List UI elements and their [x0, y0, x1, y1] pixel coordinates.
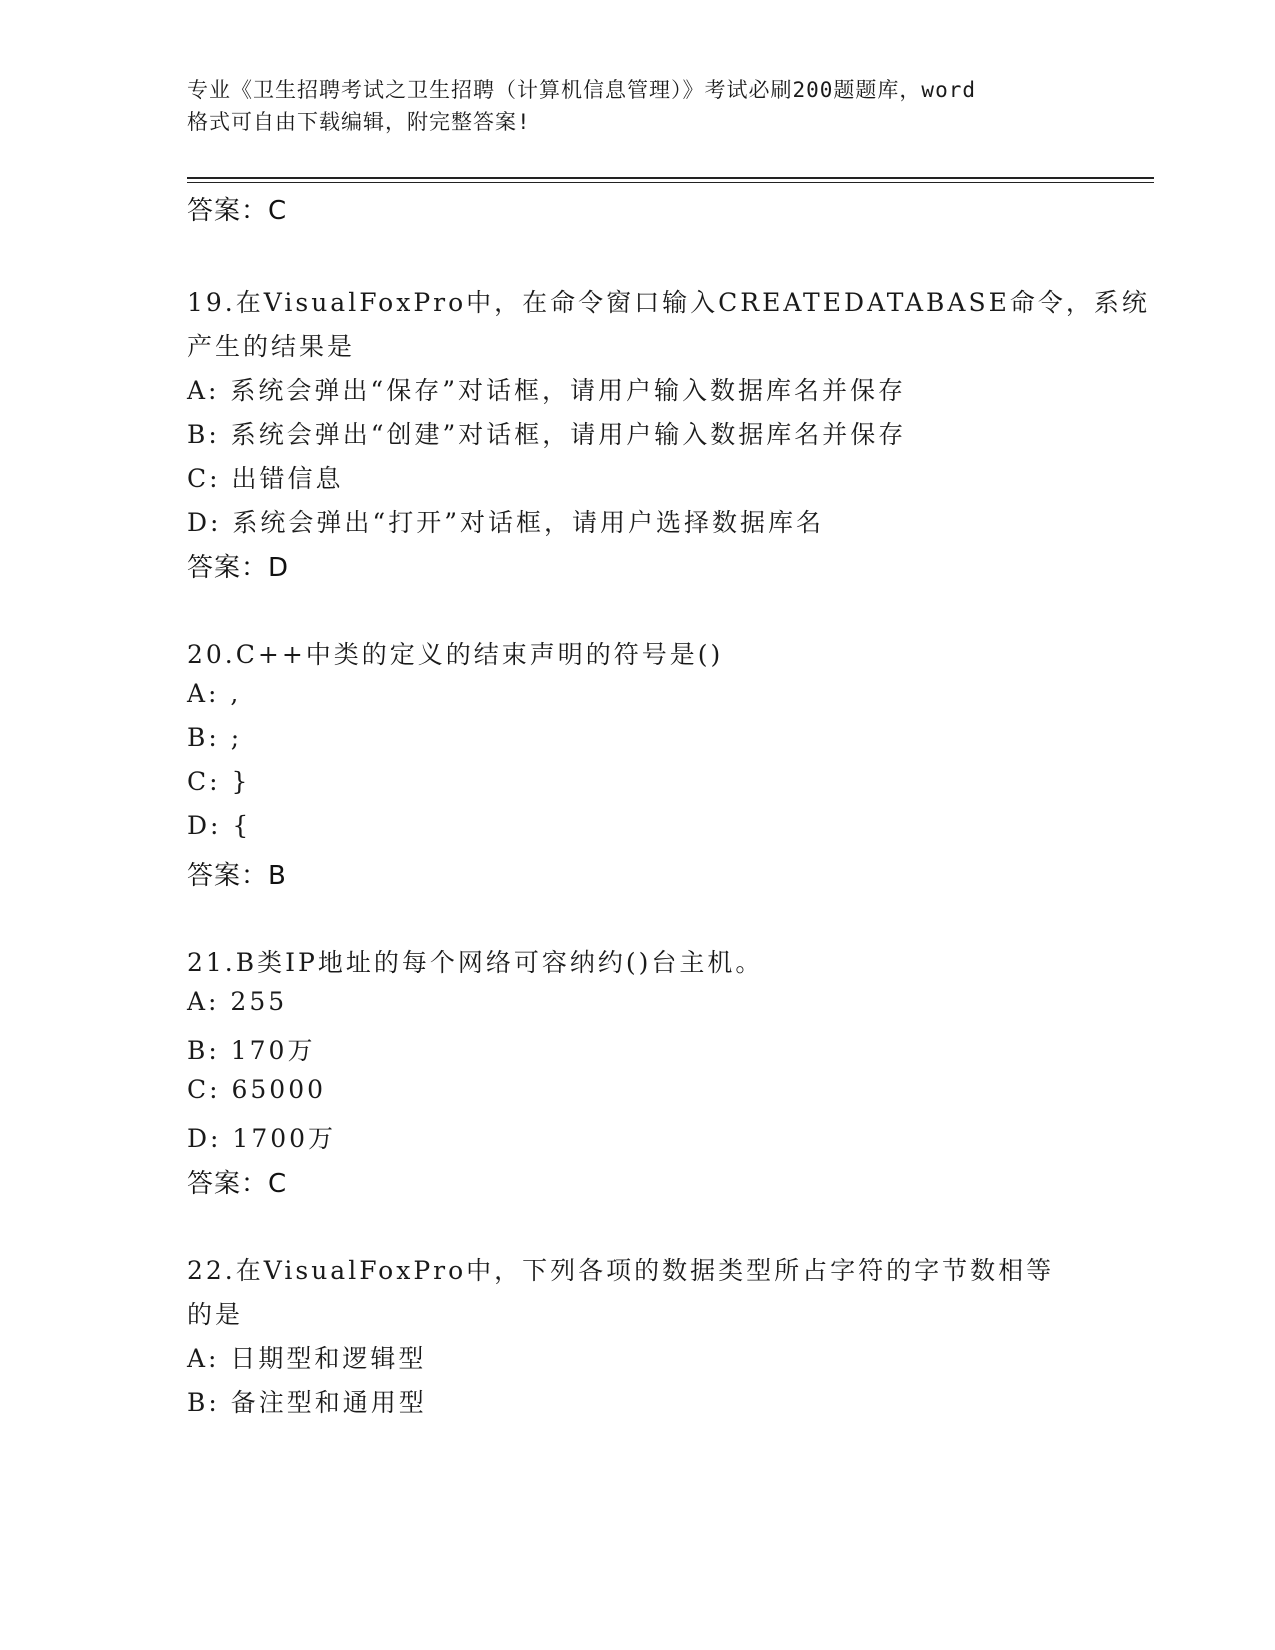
question-20-option-d: D: { [187, 811, 252, 840]
question-19-stem-line-1: 19.在VisualFoxPro中，在命令窗口输入CREATEDATABASE命令，系统 [187, 288, 1150, 317]
question-21-answer: 答案：C [187, 1169, 288, 1199]
question-19-stem-line-2: 产生的结果是 [187, 332, 356, 361]
question-19-option-c: C: 出错信息 [187, 464, 344, 493]
question-20-option-a: A: , [187, 679, 242, 708]
question-21-option-b: B: 170万 [187, 1036, 316, 1065]
question-20-option-b: B: ; [187, 723, 243, 752]
header-divider-thick [187, 177, 1154, 179]
question-22-stem-line-2: 的是 [187, 1300, 244, 1329]
question-19-answer: 答案：D [187, 553, 290, 583]
question-20-option-c: C: } [187, 767, 251, 796]
previous-question-answer: 答案：C [187, 196, 288, 226]
question-21-stem: 21.B类IP地址的每个网络可容纳约()台主机。 [187, 948, 764, 977]
question-21-option-d: D: 1700万 [187, 1124, 337, 1153]
question-21-option-a: A: 255 [187, 987, 288, 1016]
header-line-1: 专业《卫生招聘考试之卫生招聘（计算机信息管理）》考试必刷200题题库，word [187, 78, 976, 102]
question-22-option-b: B: 备注型和通用型 [187, 1388, 427, 1417]
document-header [187, 74, 1087, 138]
header-line-2: 格式可自由下载编辑，附完整答案! [187, 110, 531, 134]
question-19-option-d: D: 系统会弹出“打开”对话框，请用户选择数据库名 [187, 508, 824, 537]
question-20-stem: 20.C++中类的定义的结束声明的符号是() [187, 640, 724, 669]
header-divider-thin [187, 182, 1154, 183]
question-22-option-a: A: 日期型和逻辑型 [187, 1344, 427, 1373]
question-21-option-c: C: 65000 [187, 1075, 327, 1104]
question-19-option-a: A: 系统会弹出“保存”对话框，请用户输入数据库名并保存 [187, 376, 906, 405]
question-22-stem-line-1: 22.在VisualFoxPro中，下列各项的数据类型所占字符的字节数相等 [187, 1256, 1055, 1285]
question-20-answer: 答案：B [187, 861, 287, 891]
question-19-option-b: B: 系统会弹出“创建”对话框，请用户输入数据库名并保存 [187, 420, 907, 449]
